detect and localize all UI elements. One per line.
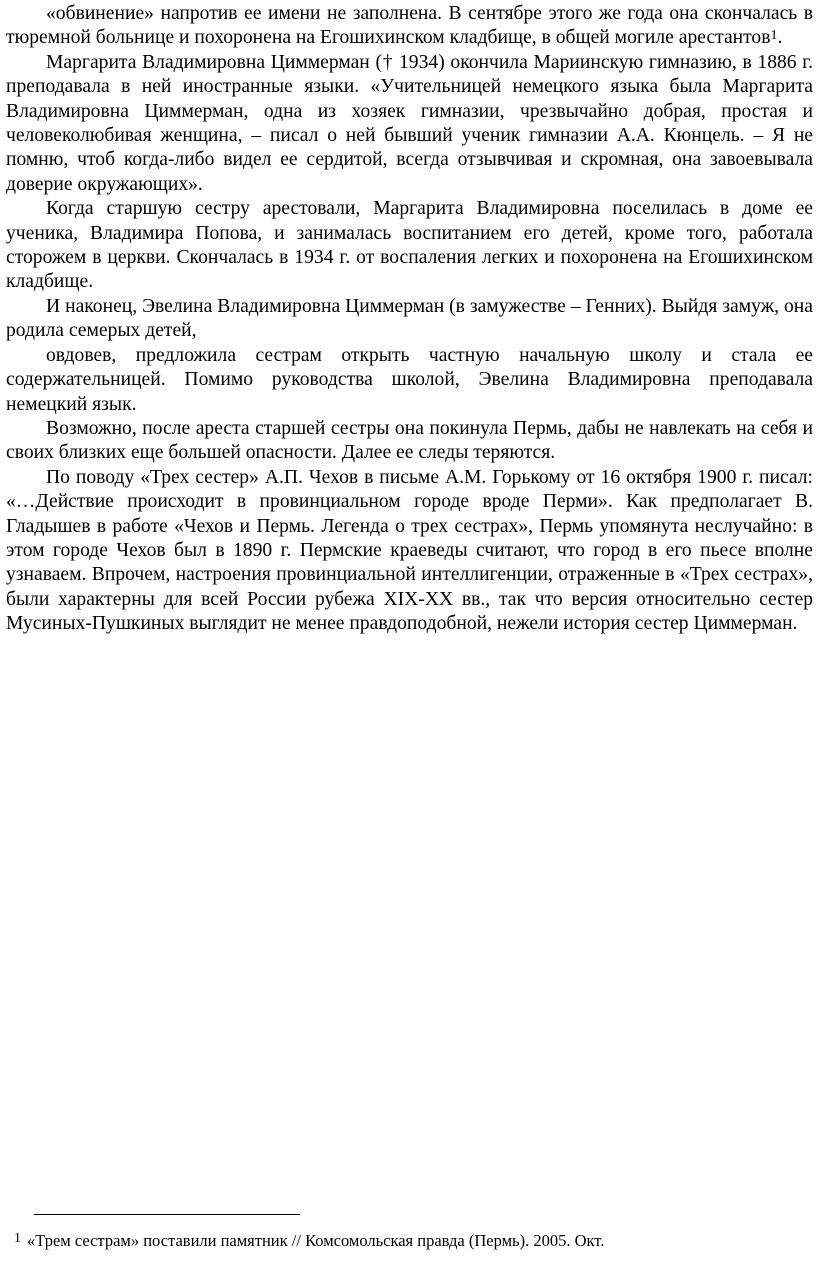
paragraph-2: Маргарита Владимировна Циммерман († 1934) окончила Мариинскую гимназию, в 1886 г. преподавала в ней иностранные языки. «Учительницей немецкого языка была Маргарита Владимировна Циммерман, одна из хозяек гимназии, чрезвычайно добрая, простая и человеколюбивая женщина, – писал о ней бывший ученик гимназии А.А. Кюнцель. – Я не помню, чтоб когда-либо видел ее сердитой, всегда отзывчивая и скромная, она завоевывала доверие окружающих». [6,51,813,195]
footnote [14,1228,804,1252]
paragraph-7: По поводу «Трех сестер» А.П. Чехов в письме А.М. Горькому от 16 октября 1900 г. писал: «…Действие происходит в провинциальном городе вроде Перми». Как предполагает В. Гладышев в работе «Чехов и Пермь. Легенда о трех сестрах», Пермь упомянута неслучайно: в этом городе Чехов был в 1890 г. Пермские краеведы считают, что город в его пьесе вполне узнаваем. Впрочем, настроения провинциальной интеллигенции, отраженные в «Трех сестрах», были характерны для всей России рубежа XIX-XX вв., так что версия относительно сестер Мусиных-Пушкиных выглядит не менее правдоподобной, нежели история сестер Циммерман. [6,466,813,635]
footnote-text: «Трем сестрам» поставили памятник // Комсомольская правда (Пермь). 2005. Окт. [27,1231,605,1250]
paragraph-3: Когда старшую сестру арестовали, Маргарита Владимировна поселилась в доме ее ученика, Владимира Попова, и занималась воспитанием его детей, кроме того, работала сторожем в церкви. Скончалась в 1934 г. от воспаления легких и похоронена на Егошихинском кладбище. [6,198,813,293]
footnote-number: 1 [14,1231,21,1246]
paragraph-6: Возможно, после ареста старшей сестры она покинула Пермь, дабы не навлекать на себя и своих близких еще большей опасности. Далее ее следы теряются. [6,417,813,464]
footnote-separator [34,1214,300,1215]
footnote-reference[interactable]: 1 [770,28,778,44]
paragraph-4: И наконец, Эвелина Владимировна Циммерман (в замужестве – Генних). Выйдя замуж, она родила семерых детей, [6,295,813,342]
document-body [6,2,813,637]
paragraph-5: овдовев, предложила сестрам открыть частную начальную школу и стала ее содержательницей. Помимо руководства школой, Эвелина Владимировна преподавала немецкий язык. [6,344,813,415]
paragraph-1-text: «обвинение» напротив ее имени не заполнена. В сентябре этого же года она скончалась в тюремной больнице и похоронена на Егошихинском кладбище, в общей могиле арестантов [6,3,813,49]
paragraph-1-tail: . [777,27,783,49]
paragraph-1 [6,2,813,51]
